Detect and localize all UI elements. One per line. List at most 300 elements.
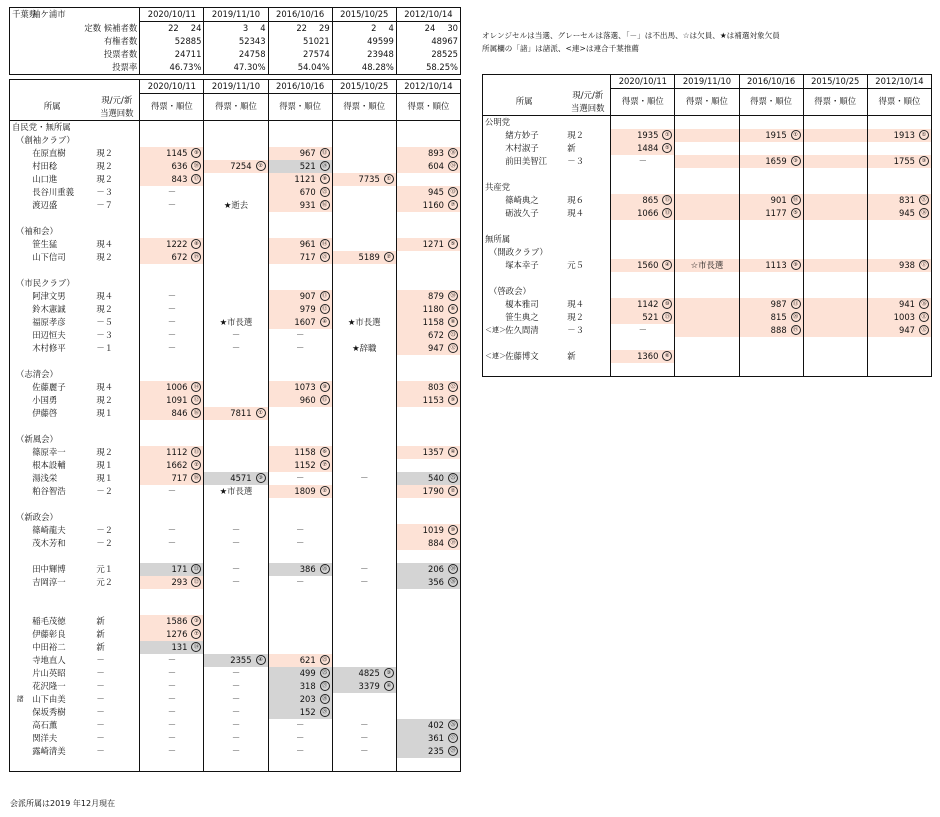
candidate-row xyxy=(10,147,461,160)
vote-cell xyxy=(739,207,803,220)
vote-cell xyxy=(140,407,204,420)
status-term: －３ xyxy=(94,186,140,199)
candidate-name: 関洋夫 xyxy=(32,732,58,743)
status-term: 現４ xyxy=(565,298,611,311)
vote-cell xyxy=(675,155,739,168)
spacer-row xyxy=(10,420,461,433)
empty-cell xyxy=(675,337,739,350)
affiliation-mark xyxy=(10,745,31,758)
candidate-name: 佐久間清 xyxy=(505,324,539,335)
vote-cell xyxy=(739,324,803,337)
vote-count: 947 xyxy=(428,342,444,353)
empty-cell xyxy=(867,272,931,285)
status-term: 現１ xyxy=(94,459,140,472)
empty-cell xyxy=(268,433,332,446)
candidate-count-cell xyxy=(140,22,204,36)
vote-count: 1913 xyxy=(893,129,915,140)
vote-cell xyxy=(803,350,867,363)
vote-cell xyxy=(268,199,332,212)
empty-cell xyxy=(204,602,268,615)
empty-cell xyxy=(611,168,675,181)
rank-badge: ⑳ xyxy=(448,291,458,301)
date-header-row xyxy=(483,75,932,89)
vote-cell xyxy=(396,654,460,667)
vote-cell xyxy=(204,628,268,641)
vote-count: 1790 xyxy=(422,485,444,496)
vote-cell xyxy=(332,719,396,732)
vote-cell xyxy=(204,199,268,212)
vote-count: 521 xyxy=(299,160,316,171)
vote-note: － xyxy=(167,290,177,301)
vote-count: 318 xyxy=(299,680,316,691)
candidate-name: 片山英昭 xyxy=(32,667,66,678)
term-count-header: 当選回数 xyxy=(94,107,140,121)
empty-cell xyxy=(332,120,396,134)
vote-cell xyxy=(204,485,268,498)
empty-cell xyxy=(803,246,867,259)
header-blank xyxy=(10,80,140,94)
vote-cell xyxy=(803,259,867,272)
vote-note: － xyxy=(231,329,241,340)
vote-cell xyxy=(396,693,460,706)
rank-badge: ⑯ xyxy=(919,299,929,309)
vote-note: － xyxy=(231,524,241,535)
empty-cell xyxy=(867,246,931,259)
candidate-row xyxy=(10,745,461,758)
empty-cell xyxy=(204,511,268,524)
rank-badge: ㉙ xyxy=(320,707,330,717)
vote-cell xyxy=(803,129,867,142)
vote-note: ★市長選 xyxy=(347,316,381,327)
rank-badge: ⑨ xyxy=(448,395,458,405)
vote-count: 235 xyxy=(428,745,444,756)
empty-cell xyxy=(94,134,140,147)
right-results-table xyxy=(482,74,932,377)
affiliation-mark xyxy=(483,129,504,142)
rank-badge: ⑥ xyxy=(662,351,672,361)
status-term: 元２ xyxy=(94,576,140,589)
affiliation-mark xyxy=(10,654,31,667)
vote-note: － xyxy=(231,680,241,691)
vote-cell xyxy=(396,186,460,199)
empty-cell xyxy=(94,355,140,368)
group-row xyxy=(10,225,461,238)
candidate-name: 笹生典之 xyxy=(505,311,539,322)
vote-count: 1180 xyxy=(422,303,444,314)
vote-cell xyxy=(268,537,332,550)
rank-badge: ⑰ xyxy=(191,174,201,184)
empty-cell xyxy=(565,285,611,298)
rank-badge: ⑮ xyxy=(662,195,672,205)
vote-note: － xyxy=(231,537,241,548)
candidate-row xyxy=(10,290,461,303)
vote-cell xyxy=(204,342,268,355)
vote-cell xyxy=(611,298,675,311)
stats-label: 有権者数 xyxy=(10,35,140,48)
empty-cell xyxy=(10,758,95,772)
vote-cell xyxy=(204,706,268,719)
empty-cell xyxy=(268,212,332,225)
vote-cell xyxy=(396,628,460,641)
status-term: －７ xyxy=(94,199,140,212)
rank-badge: ⑦ xyxy=(191,629,201,639)
rank-badge: ② xyxy=(448,486,458,496)
rank-badge: ⑮ xyxy=(320,395,330,405)
vote-note: － xyxy=(167,745,177,756)
status-term: 新 xyxy=(565,350,611,363)
vote-count: 831 xyxy=(899,194,915,205)
stats-row-turnout-rate xyxy=(10,61,461,75)
election-date: 2015/10/25 xyxy=(803,75,867,89)
candidate-name: 佐藤博文 xyxy=(505,350,539,361)
vote-cell xyxy=(140,693,204,706)
status-term: － xyxy=(94,706,140,719)
vote-count: 356 xyxy=(428,576,444,587)
vote-count: 540 xyxy=(428,472,444,483)
spacer-row xyxy=(483,363,932,377)
candidate-row xyxy=(10,628,461,641)
vote-cell xyxy=(396,641,460,654)
affiliation-mark xyxy=(10,459,31,472)
voters-count: 27574 xyxy=(268,48,332,61)
vote-cell xyxy=(268,342,332,355)
empty-cell xyxy=(867,285,931,298)
status-term: － xyxy=(94,693,140,706)
empty-cell xyxy=(739,115,803,129)
vote-cell xyxy=(140,160,204,173)
vote-cell xyxy=(396,680,460,693)
vote-cell xyxy=(204,576,268,589)
empty-cell xyxy=(611,220,675,233)
vote-cell xyxy=(611,259,675,272)
vote-cell xyxy=(396,706,460,719)
vote-cell xyxy=(140,667,204,680)
vote-cell xyxy=(396,199,460,212)
candidate-name: 粕谷智浩 xyxy=(32,485,66,496)
vote-note: － xyxy=(295,745,305,756)
rank-badge: ㉕ xyxy=(320,668,330,678)
vote-cell xyxy=(739,350,803,363)
empty-cell xyxy=(565,246,611,259)
vote-note: － xyxy=(231,563,241,574)
eligible-voters: 48967 xyxy=(396,35,460,48)
vote-cell xyxy=(739,298,803,311)
empty-cell xyxy=(140,550,204,563)
empty-cell xyxy=(204,355,268,368)
rank-badge: ⑫ xyxy=(919,325,929,335)
vote-note: － xyxy=(167,199,177,210)
vote-note: － xyxy=(360,563,369,574)
rank-badge: ⑤ xyxy=(662,143,672,153)
candidate-row xyxy=(10,524,461,537)
rank-badge: ③ xyxy=(384,668,394,678)
vote-count: 987 xyxy=(770,298,787,309)
rank-badge: ㉒ xyxy=(320,187,330,197)
vote-note: － xyxy=(231,342,241,353)
empty-cell xyxy=(739,337,803,350)
rank-badge: ⑭ xyxy=(191,382,201,392)
candidate-row xyxy=(483,311,932,324)
empty-cell xyxy=(94,602,140,615)
vote-cell xyxy=(140,342,204,355)
status-term: 現４ xyxy=(565,207,611,220)
election-date: 2012/10/14 xyxy=(396,80,460,94)
candidate-name: 村田稔 xyxy=(32,160,58,171)
vote-cell xyxy=(140,719,204,732)
vote-count: 672 xyxy=(171,251,188,262)
rank-badge: ㉔ xyxy=(448,161,458,171)
empty-cell xyxy=(268,120,332,134)
vote-rank-header: 得票・順位 xyxy=(867,89,931,116)
candidate-name: 高石薫 xyxy=(32,719,58,730)
empty-cell xyxy=(675,272,739,285)
vote-note: － xyxy=(295,719,305,730)
empty-cell xyxy=(867,363,931,377)
empty-cell xyxy=(867,168,931,181)
candidate-name: 小国勇 xyxy=(32,394,58,405)
vote-cell xyxy=(204,238,268,251)
faction-label: （新風会） xyxy=(10,433,95,446)
vote-cell xyxy=(396,667,460,680)
vote-cell xyxy=(396,394,460,407)
eligible-voters: 52343 xyxy=(204,35,268,48)
vote-cell xyxy=(396,459,460,472)
empty-cell xyxy=(140,420,204,433)
rank-badge: ③ xyxy=(191,616,201,626)
vote-cell xyxy=(204,719,268,732)
vote-cell xyxy=(396,407,460,420)
rank-badge: ⑨ xyxy=(191,148,201,158)
candidate-name: 前田美智江 xyxy=(505,155,548,166)
vote-cell xyxy=(204,732,268,745)
voters-count: 23948 xyxy=(332,48,396,61)
vote-count: 1586 xyxy=(166,615,188,626)
candidate-name: 篠原幸一 xyxy=(32,446,66,457)
vote-cell xyxy=(332,316,396,329)
candidate-name: 露崎清美 xyxy=(32,745,66,756)
vote-count: 815 xyxy=(770,311,787,322)
status-term: 現４ xyxy=(94,381,140,394)
affiliation-mark xyxy=(483,259,504,272)
vote-cell xyxy=(332,446,396,459)
empty-cell xyxy=(332,589,396,602)
vote-count: 1915 xyxy=(765,129,787,140)
vote-cell xyxy=(204,290,268,303)
status-term: 現１ xyxy=(94,407,140,420)
rank-badge: ⑳ xyxy=(191,161,201,171)
vote-count: 884 xyxy=(428,537,444,548)
vote-note: － xyxy=(295,732,305,743)
vote-count: 1357 xyxy=(422,446,444,457)
vote-count: 1560 xyxy=(637,259,659,270)
rank-badge: ② xyxy=(384,252,394,262)
election-date: 2012/10/14 xyxy=(396,8,460,22)
vote-count: 203 xyxy=(299,693,316,704)
vote-count: 717 xyxy=(299,251,316,262)
vote-cell xyxy=(739,155,803,168)
empty-cell xyxy=(268,277,332,290)
rank-badge: ⑳ xyxy=(791,312,801,322)
vote-cell xyxy=(204,251,268,264)
group-row xyxy=(10,277,461,290)
empty-cell xyxy=(268,602,332,615)
rank-badge: ⑪ xyxy=(791,299,801,309)
rank-badge: ③ xyxy=(919,156,929,166)
empty-cell xyxy=(565,272,611,285)
affiliation-mark xyxy=(10,316,31,329)
status-term: －２ xyxy=(94,537,140,550)
vote-cell xyxy=(396,342,460,355)
empty-cell xyxy=(396,511,460,524)
vote-cell xyxy=(332,680,396,693)
vote-cell xyxy=(140,472,204,485)
empty-cell xyxy=(332,758,396,772)
rank-badge: ① xyxy=(662,130,672,140)
prefecture-name: 千葉県 xyxy=(10,8,31,22)
vote-note: － xyxy=(167,667,177,678)
empty-cell xyxy=(396,277,460,290)
vote-cell xyxy=(675,142,739,155)
seat-count: 24 xyxy=(424,23,436,33)
vote-cell xyxy=(332,524,396,537)
vote-cell xyxy=(739,194,803,207)
vote-note: － xyxy=(360,719,369,730)
candidate-row xyxy=(10,706,461,719)
vote-cell xyxy=(396,238,460,251)
vote-count: 938 xyxy=(899,259,915,270)
empty-cell xyxy=(739,233,803,246)
election-date: 2015/10/25 xyxy=(332,80,396,94)
vote-note: － xyxy=(231,693,241,704)
rank-badge: ⑰ xyxy=(919,260,929,270)
vote-note: － xyxy=(167,719,177,730)
vote-cell xyxy=(268,628,332,641)
status-term: －１ xyxy=(94,342,140,355)
turnout-rate: 47.30% xyxy=(204,61,268,75)
vote-cell xyxy=(140,186,204,199)
empty-cell xyxy=(332,511,396,524)
title-row xyxy=(10,8,461,22)
vote-cell xyxy=(268,329,332,342)
candidate-row xyxy=(10,641,461,654)
empty-cell xyxy=(803,233,867,246)
empty-cell xyxy=(332,433,396,446)
stats-label: 定数 候補者数 xyxy=(10,22,140,36)
empty-cell xyxy=(396,420,460,433)
status-term: －３ xyxy=(565,155,611,168)
vote-cell xyxy=(611,129,675,142)
candidate-row xyxy=(10,238,461,251)
vote-cell xyxy=(803,207,867,220)
empty-cell xyxy=(611,181,675,194)
affiliation-mark xyxy=(10,407,31,420)
affiliation-mark xyxy=(483,298,504,311)
empty-cell xyxy=(140,433,204,446)
empty-cell xyxy=(396,120,460,134)
candidate-count: 30 xyxy=(447,23,458,33)
vote-note: － xyxy=(167,654,177,665)
vote-count: 717 xyxy=(171,472,188,483)
group-row xyxy=(483,246,932,259)
vote-count: 1019 xyxy=(422,524,444,535)
vote-note: － xyxy=(167,186,177,197)
affiliation-mark xyxy=(10,667,31,680)
vote-count: 206 xyxy=(428,563,444,574)
vote-cell xyxy=(204,147,268,160)
affiliation-mark xyxy=(483,311,504,324)
vote-note: － xyxy=(360,472,369,483)
empty-cell xyxy=(140,225,204,238)
spacer-row xyxy=(483,168,932,181)
rank-badge: ㉗ xyxy=(448,733,458,743)
empty-cell xyxy=(94,368,140,381)
vote-cell xyxy=(140,147,204,160)
empty-cell xyxy=(611,337,675,350)
vote-count: 7735 xyxy=(358,173,380,184)
vote-count: 1113 xyxy=(765,259,787,270)
seat-count: 2 xyxy=(371,23,377,33)
candidate-name: 榎本雅司 xyxy=(505,298,539,309)
empty-cell xyxy=(94,511,140,524)
vote-count: 907 xyxy=(299,290,316,301)
vote-cell xyxy=(332,472,396,485)
empty-cell xyxy=(140,355,204,368)
spacer-row xyxy=(10,758,461,772)
vote-cell xyxy=(803,142,867,155)
candidate-name: 佐藤麗子 xyxy=(32,381,66,392)
vote-cell xyxy=(867,259,931,272)
empty-cell xyxy=(204,212,268,225)
vote-note: － xyxy=(167,303,177,314)
affiliation-mark xyxy=(10,628,31,641)
vote-cell xyxy=(268,667,332,680)
affiliation-mark xyxy=(10,160,31,173)
vote-rank-header: 得票・順位 xyxy=(396,94,460,121)
group-row xyxy=(483,181,932,194)
empty-cell xyxy=(675,115,739,129)
affiliation-mark xyxy=(483,194,504,207)
faction-label: （志清会） xyxy=(10,368,95,381)
rank-badge: ㉒ xyxy=(448,382,458,392)
color-legend xyxy=(482,29,780,55)
rank-badge: ② xyxy=(191,460,201,470)
vote-cell xyxy=(268,251,332,264)
vote-count: 1006 xyxy=(166,381,188,392)
turnout-rate: 46.73% xyxy=(140,61,204,75)
vote-cell xyxy=(268,732,332,745)
vote-cell xyxy=(140,628,204,641)
rank-badge: ⑧ xyxy=(448,317,458,327)
candidate-row xyxy=(10,654,461,667)
vote-count: 1935 xyxy=(637,129,659,140)
vote-cell xyxy=(332,394,396,407)
faction-label: （開政クラブ） xyxy=(483,246,566,259)
vote-rank-header: 得票・順位 xyxy=(140,94,204,121)
vote-cell xyxy=(204,524,268,537)
empty-cell xyxy=(204,550,268,563)
vote-count: 1271 xyxy=(422,238,444,249)
empty-cell xyxy=(268,550,332,563)
vote-cell xyxy=(204,394,268,407)
vote-count: 1066 xyxy=(637,207,659,218)
empty-cell xyxy=(396,550,460,563)
spacer-row xyxy=(10,355,461,368)
vote-count: 4571 xyxy=(230,472,252,483)
candidate-row xyxy=(10,446,461,459)
vote-cell xyxy=(140,732,204,745)
vote-cell xyxy=(140,381,204,394)
empty-cell xyxy=(94,212,140,225)
